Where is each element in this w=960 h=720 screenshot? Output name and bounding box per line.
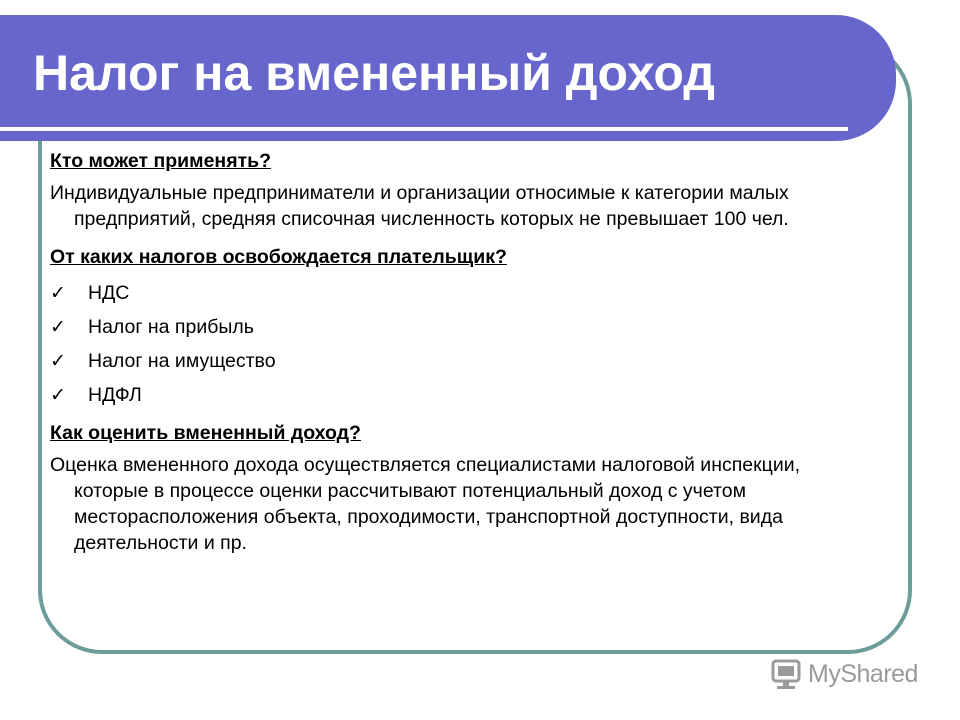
checkmark-icon: ✓ [50, 384, 66, 406]
list-item-label: Налог на имущество [88, 350, 276, 372]
list-item [50, 280, 870, 306]
myshared-watermark [770, 656, 918, 692]
list-item-label: Налог на прибыль [88, 316, 254, 338]
section-text-estimate: Оценка вмененного дохода осуществляется специалистами налоговой инспекции, которые в процессе оценки рассчитывают потенциальный доход с учетом месторасположения объекта, проходимости, транспортной доступности, вида деятельности и пр. [50, 454, 801, 554]
slide-title: Налог на вмененный доход [33, 45, 716, 101]
exempt-taxes-list [50, 280, 870, 408]
section-text-who: Индивидуальные предприниматели и организации относимые к категории малых предприятий, средняя списочная численность которых не превышает 100 чел. [50, 182, 789, 230]
list-item-label: НДФЛ [88, 384, 142, 406]
section-heading-who: Кто может применять? [50, 150, 272, 172]
slide-content [50, 148, 870, 556]
checkmark-icon: ✓ [50, 282, 66, 304]
watermark-text: MyShared [808, 659, 918, 688]
list-item [50, 348, 870, 374]
list-item [50, 314, 870, 340]
section-heading-estimate: Как оценить вмененный доход? [50, 422, 361, 444]
title-underline [0, 127, 848, 131]
list-item [50, 382, 870, 408]
checkmark-icon: ✓ [50, 350, 66, 372]
checkmark-icon: ✓ [50, 316, 66, 338]
section-heading-exempt-taxes: От каких налогов освобождается плательщик? [50, 246, 507, 268]
myshared-logo-icon [770, 657, 804, 691]
list-item-label: НДС [88, 282, 130, 304]
